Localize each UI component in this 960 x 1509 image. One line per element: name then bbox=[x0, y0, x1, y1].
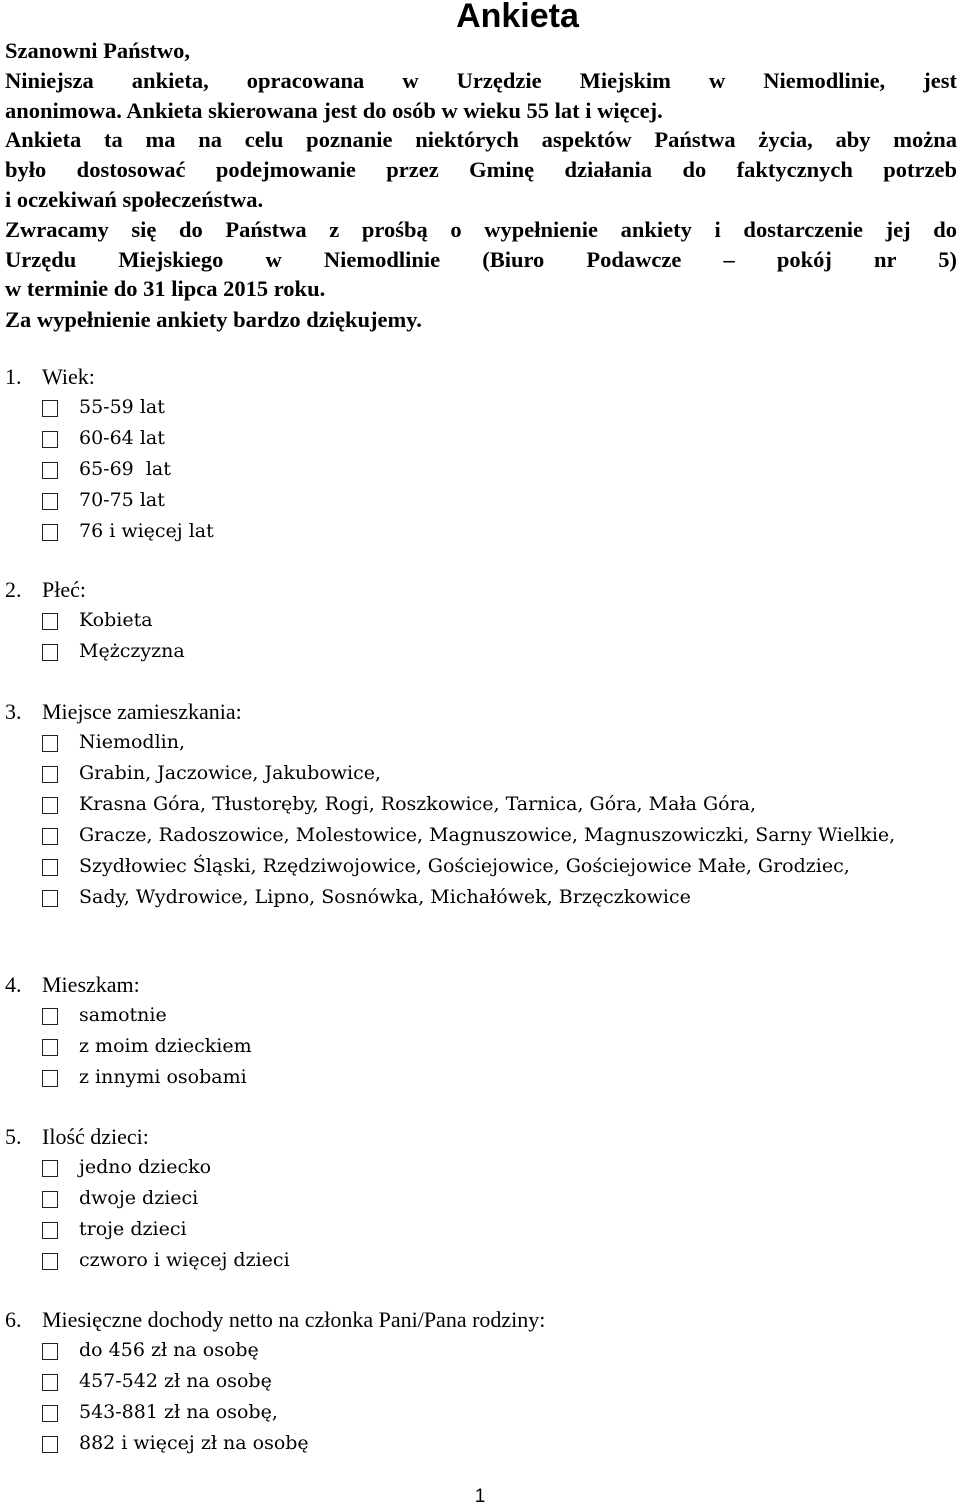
question-number: 6. bbox=[5, 1307, 22, 1332]
question-label: Płeć: bbox=[42, 577, 86, 602]
option-label: Gracze, Radoszowice, Molestowice, Magnuszowice, Magnuszowiczki, Sarny Wielkie, bbox=[79, 824, 896, 846]
option-label: Krasna Góra, Tłustoręby, Rogi, Roszkowice, Tarnica, Góra, Mała Góra, bbox=[79, 793, 757, 815]
option-label: 76 i więcej lat bbox=[79, 520, 214, 542]
option-label: dwoje dzieci bbox=[79, 1187, 199, 1209]
option-label: z innymi osobami bbox=[79, 1066, 247, 1088]
intro-line: było dostosować podejmowanie przez Gminę działania do faktycznych potrzeb bbox=[5, 157, 957, 183]
option-label: Szydłowiec Śląski, Rzędziwojowice, Gościejowice, Gościejowice Małe, Grodziec, bbox=[79, 855, 850, 877]
option-label: Kobieta bbox=[79, 609, 153, 631]
answer-option[interactable] bbox=[5, 423, 214, 454]
page-number: 1 bbox=[474, 1486, 486, 1507]
checkbox[interactable] bbox=[42, 613, 58, 630]
question-number: 4. bbox=[5, 972, 22, 997]
answer-option[interactable] bbox=[5, 392, 214, 423]
option-list bbox=[5, 605, 185, 667]
question-label: Wiek: bbox=[42, 364, 95, 389]
option-label: Sady, Wydrowice, Lipno, Sosnówka, Michałówek, Brzęczkowice bbox=[79, 886, 691, 908]
intro-line: Zwracamy się do Państwa z prośbą o wypełnienie ankiety i dostarczenie jej do bbox=[5, 216, 957, 242]
checkbox[interactable] bbox=[42, 524, 58, 541]
option-label: 65-69 lat bbox=[79, 458, 171, 480]
checkbox[interactable] bbox=[42, 1008, 58, 1025]
checkbox[interactable] bbox=[42, 644, 58, 661]
question-heading bbox=[5, 970, 252, 1000]
checkbox[interactable] bbox=[42, 1343, 58, 1360]
intro-line: Szanowni Państwo, bbox=[5, 38, 191, 63]
checkbox[interactable] bbox=[42, 400, 58, 417]
question-label: Miejsce zamieszkania: bbox=[42, 699, 242, 724]
question-heading bbox=[5, 697, 909, 727]
intro-line: Ankieta ta ma na celu poznanie niektórych aspektów Państwa życia, aby można bbox=[5, 127, 957, 153]
question-residence bbox=[5, 697, 909, 913]
intro-line: anonimowa. Ankieta skierowana jest do osób w wieku 55 lat i więcej. bbox=[5, 97, 663, 123]
option-label: troje dzieci bbox=[79, 1218, 187, 1240]
answer-option[interactable] bbox=[5, 516, 214, 547]
answer-option[interactable] bbox=[5, 1366, 545, 1397]
option-label: z moim dzieckiem bbox=[79, 1035, 252, 1057]
option-label: 70-75 lat bbox=[79, 489, 165, 511]
intro-line: Niniejsza ankieta, opracowana w Urzędzie Miejskim w Niemodlinie, jest bbox=[5, 67, 957, 93]
question-living bbox=[5, 970, 252, 1093]
answer-option[interactable] bbox=[5, 1397, 545, 1428]
checkbox[interactable] bbox=[42, 859, 58, 876]
option-list bbox=[5, 1000, 252, 1093]
answer-option[interactable] bbox=[5, 1000, 252, 1031]
question-age bbox=[5, 362, 214, 547]
question-gender bbox=[5, 575, 185, 667]
checkbox[interactable] bbox=[42, 1070, 58, 1087]
checkbox[interactable] bbox=[42, 890, 58, 907]
option-label: do 456 zł na osobę bbox=[79, 1339, 259, 1361]
answer-option[interactable] bbox=[5, 1335, 545, 1366]
question-heading bbox=[5, 575, 185, 605]
option-label: 882 i więcej zł na osobę bbox=[79, 1432, 309, 1454]
answer-option[interactable] bbox=[5, 1428, 545, 1459]
checkbox[interactable] bbox=[42, 797, 58, 814]
survey-title: Ankieta bbox=[456, 0, 579, 35]
answer-option[interactable] bbox=[5, 485, 214, 516]
option-label: 543-881 zł na osobę, bbox=[79, 1401, 278, 1423]
checkbox[interactable] bbox=[42, 1436, 58, 1453]
option-label: samotnie bbox=[79, 1004, 167, 1026]
option-list bbox=[5, 727, 909, 913]
option-label: Grabin, Jaczowice, Jakubowice, bbox=[79, 762, 382, 784]
answer-option[interactable] bbox=[5, 851, 909, 882]
answer-option[interactable] bbox=[5, 758, 909, 789]
option-label: czworo i więcej dzieci bbox=[79, 1249, 290, 1271]
answer-option[interactable] bbox=[5, 1062, 252, 1093]
option-label: 55-59 lat bbox=[79, 396, 165, 418]
checkbox[interactable] bbox=[42, 493, 58, 510]
option-label: 457-542 zł na osobę bbox=[79, 1370, 272, 1392]
answer-option[interactable] bbox=[5, 454, 214, 485]
answer-option[interactable] bbox=[5, 1152, 290, 1183]
question-label: Ilość dzieci: bbox=[42, 1124, 149, 1149]
checkbox[interactable] bbox=[42, 1374, 58, 1391]
option-label: Niemodlin, bbox=[79, 731, 185, 753]
answer-option[interactable] bbox=[5, 1031, 252, 1062]
question-heading bbox=[5, 362, 214, 392]
checkbox[interactable] bbox=[42, 1191, 58, 1208]
checkbox[interactable] bbox=[42, 1160, 58, 1177]
checkbox[interactable] bbox=[42, 828, 58, 845]
question-income bbox=[5, 1305, 545, 1459]
question-label: Mieszkam: bbox=[42, 972, 140, 997]
question-heading bbox=[5, 1305, 545, 1335]
answer-option[interactable] bbox=[5, 727, 909, 758]
intro-line: i oczekiwań społeczeństwa. bbox=[5, 186, 264, 212]
question-number: 1. bbox=[5, 364, 22, 389]
question-number: 3. bbox=[5, 699, 22, 724]
checkbox[interactable] bbox=[42, 1222, 58, 1239]
option-label: 60-64 lat bbox=[79, 427, 165, 449]
answer-option[interactable] bbox=[5, 636, 185, 667]
question-heading bbox=[5, 1122, 290, 1152]
question-number: 2. bbox=[5, 577, 22, 602]
intro-text bbox=[5, 36, 957, 304]
option-list bbox=[5, 392, 214, 547]
answer-option[interactable] bbox=[5, 1245, 290, 1276]
thank-you-text: Za wypełnienie ankiety bardzo dziękujemy. bbox=[5, 307, 422, 332]
answer-option[interactable] bbox=[5, 1183, 290, 1214]
checkbox[interactable] bbox=[42, 766, 58, 783]
option-list bbox=[5, 1152, 290, 1276]
checkbox[interactable] bbox=[42, 1039, 58, 1056]
intro-line: Urzędu Miejskiego w Niemodlinie (Biuro Podawcze – pokój nr 5) bbox=[5, 246, 957, 272]
checkbox[interactable] bbox=[42, 1405, 58, 1422]
checkbox[interactable] bbox=[42, 431, 58, 448]
intro-line: w terminie do 31 lipca 2015 roku. bbox=[5, 276, 326, 302]
answer-option[interactable] bbox=[5, 789, 909, 820]
option-label: Mężczyzna bbox=[79, 640, 185, 662]
question-label: Miesięczne dochody netto na członka Pani/Pana rodziny: bbox=[42, 1307, 546, 1332]
answer-option[interactable] bbox=[5, 882, 909, 913]
question-children bbox=[5, 1122, 290, 1276]
checkbox[interactable] bbox=[42, 735, 58, 752]
answer-option[interactable] bbox=[5, 820, 909, 851]
answer-option[interactable] bbox=[5, 605, 185, 636]
checkbox[interactable] bbox=[42, 462, 58, 479]
checkbox[interactable] bbox=[42, 1253, 58, 1270]
option-list bbox=[5, 1335, 545, 1459]
option-label: jedno dziecko bbox=[79, 1156, 212, 1178]
question-number: 5. bbox=[5, 1124, 22, 1149]
answer-option[interactable] bbox=[5, 1214, 290, 1245]
